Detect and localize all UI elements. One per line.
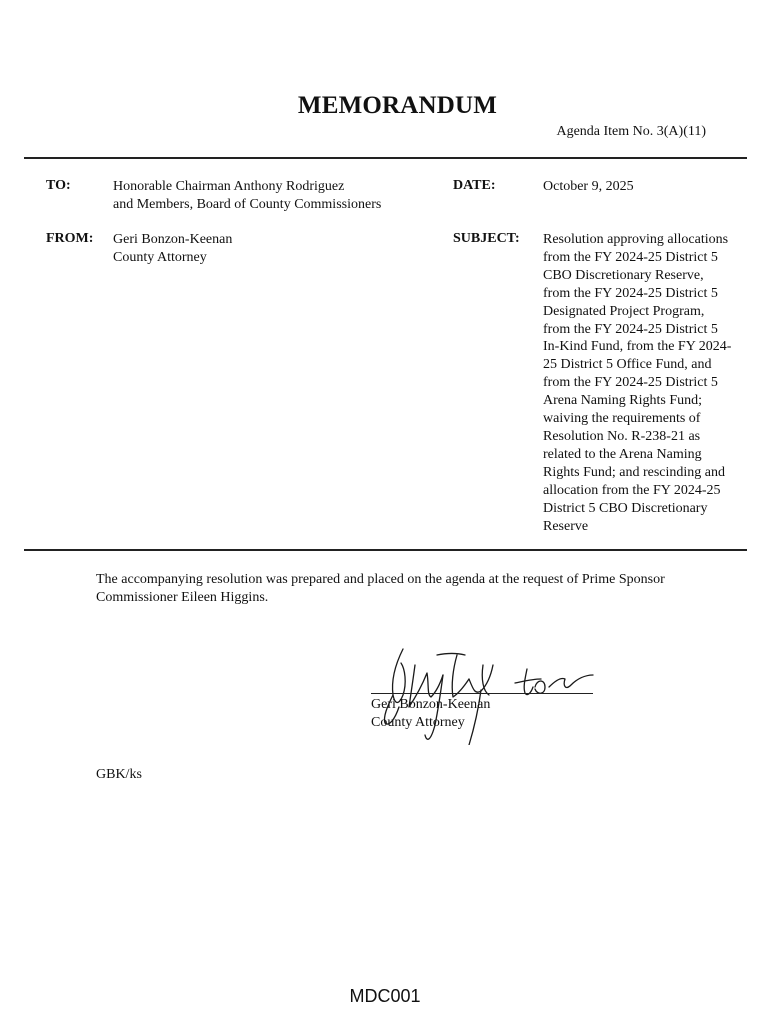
body-line: Commissioner Eileen Higgins. xyxy=(96,590,269,605)
page-footer-code: MDC001 xyxy=(349,986,421,1006)
memo-title: MEMORANDUM xyxy=(297,92,498,119)
date-value: October 9, 2025 xyxy=(543,179,634,194)
subject-line: District 5 CBO Discretionary xyxy=(543,500,708,516)
subject-value xyxy=(543,231,758,535)
agenda-item-number: Agenda Item No. 3(A)(11) xyxy=(556,124,706,139)
subject-line: CBO Discretionary Reserve, xyxy=(543,267,704,283)
to-value xyxy=(113,178,433,214)
from-line: Geri Bonzon-Keenan xyxy=(113,232,233,247)
subject-line: Reserve xyxy=(543,518,589,534)
header-bottom-divider xyxy=(24,549,747,551)
subject-line: from the FY 2024-25 District 5 xyxy=(543,375,718,391)
subject-line: related to the Arena Naming xyxy=(543,446,702,462)
header-top-divider xyxy=(24,157,747,159)
typist-initials: GBK/ks xyxy=(96,767,142,782)
subject-line: In-Kind Fund, from the FY 2024- xyxy=(543,339,732,355)
signature-for-note: for xyxy=(515,705,517,706)
date-label: DATE: xyxy=(453,178,496,193)
to-label: TO: xyxy=(46,178,71,193)
subject-line: allocation from the FY 2024-25 xyxy=(543,482,721,498)
from-line: County Attorney xyxy=(113,249,207,265)
memo-body xyxy=(96,571,736,607)
signature-line xyxy=(371,693,593,694)
to-line: and Members, Board of County Commissioners xyxy=(113,196,382,212)
from-label: FROM: xyxy=(46,231,94,246)
subject-line: Designated Project Program, xyxy=(543,303,705,319)
subject-line: Arena Naming Rights Fund; xyxy=(543,393,703,409)
subject-line: from the FY 2024-25 District 5 xyxy=(543,249,718,265)
subject-line: 25 District 5 Office Fund, and xyxy=(543,357,712,373)
subject-line: waiving the requirements of xyxy=(543,411,701,427)
subject-label: SUBJECT: xyxy=(453,231,520,246)
subject-line: from the FY 2024-25 District 5 xyxy=(543,285,718,301)
signatory-name: Geri Bonzon-Keenan xyxy=(371,697,491,712)
body-line: The accompanying resolution was prepared and placed on the agenda at the request of Prime Sponsor xyxy=(96,572,665,587)
to-line: Honorable Chairman Anthony Rodriguez xyxy=(113,179,345,194)
signature-block xyxy=(371,696,490,732)
from-value xyxy=(113,231,433,267)
signatory-title: County Attorney xyxy=(371,715,465,730)
subject-line: Rights Fund; and rescinding and xyxy=(543,464,725,480)
subject-line: Resolution No. R-238-21 as xyxy=(543,428,701,444)
subject-line: Resolution approving allocations xyxy=(543,232,729,247)
subject-line: from the FY 2024-25 District 5 xyxy=(543,321,718,337)
